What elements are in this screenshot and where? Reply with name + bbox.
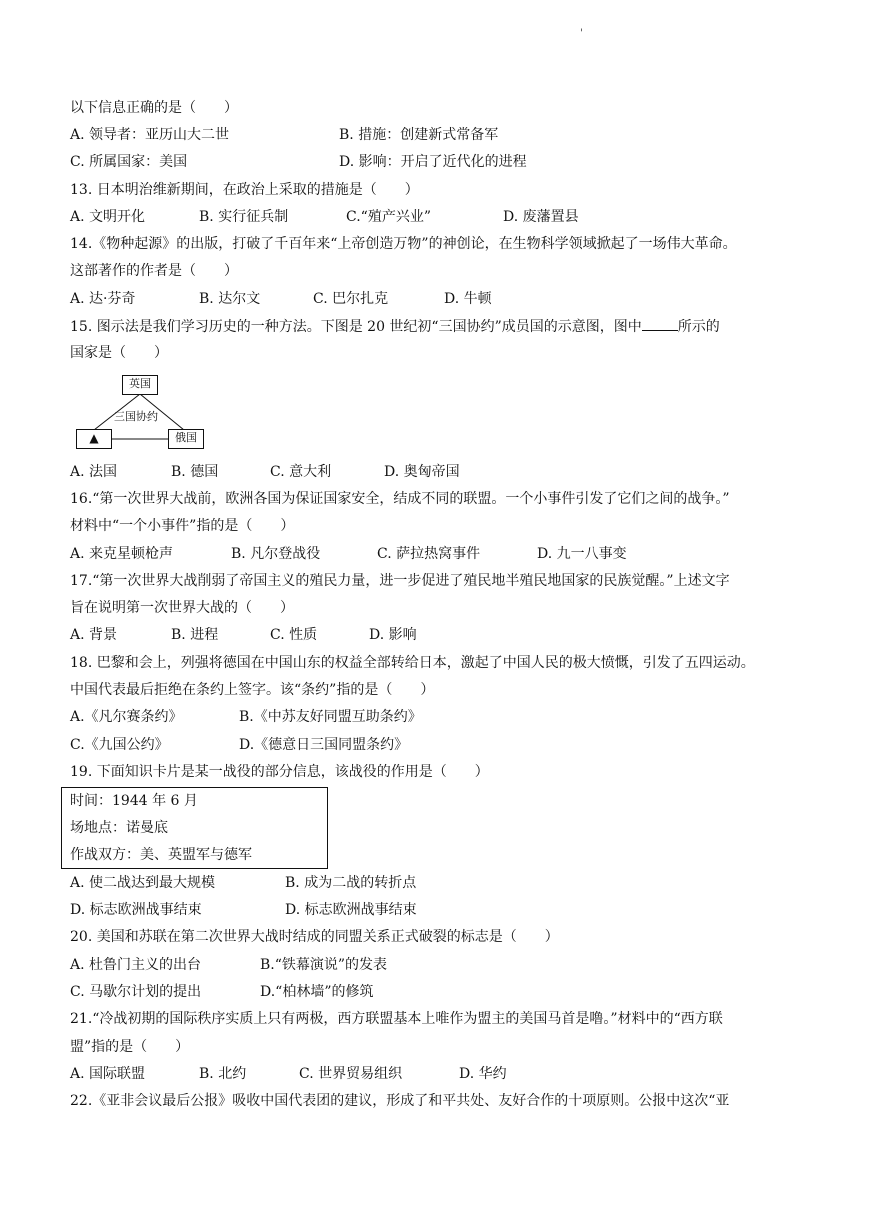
q19-stem: 19. 下面知识卡片是某一战役的部分信息，该战役的作用是（ ） — [70, 764, 489, 780]
q16-stem-line1: 16.“第一次世界大战前，欧洲各国为保证国家安全，结成不同的联盟。一个小事件引发了它们之间的战争。” — [70, 491, 730, 507]
q19-option-d: D. 标志欧洲战事结束 — [285, 902, 417, 918]
q15-option-b: B. 德国 — [171, 464, 219, 480]
q20-option-b: B.“铁幕演说”的发表 — [260, 957, 388, 973]
q16-stem-line2: 材料中“一个小事件”指的是（ ） — [70, 518, 295, 534]
diagram-node-right: 俄国 — [168, 429, 204, 449]
q12-option-a: A. 领导者：亚历山大二世 — [70, 127, 230, 143]
q20-option-d: D.“柏林墙”的修筑 — [260, 984, 374, 1000]
q19-option-b: B. 成为二战的转折点 — [285, 875, 417, 891]
header-mark: ' — [580, 28, 583, 39]
q20-option-c: C. 马歇尔计划的提出 — [70, 984, 202, 1000]
q15-stem-line2: 国家是（ ） — [70, 345, 168, 361]
q19-option-a: A. 使二战达到最大规模 — [70, 875, 216, 891]
q14-stem-line2: 这部著作的作者是（ ） — [70, 263, 238, 279]
diagram-node-top: 英国 — [122, 375, 158, 395]
q15-stem-line1-post: 所示的 — [677, 319, 720, 335]
q15-option-c: C. 意大利 — [270, 464, 332, 480]
q15-stem-line1-pre: 15. 图示法是我们学习历史的一种方法。下图是 20 世纪初“三国协约”成员国的示意图，图中 — [70, 319, 642, 335]
diagram-center-label: 三国协约 — [114, 410, 158, 423]
q13-stem: 13. 日本明治维新期间，在政治上采取的措施是（ ） — [70, 182, 419, 198]
q18-stem-line2: 中国代表最后拒绝在条约上签字。该“条约”指的是（ ） — [70, 682, 435, 698]
q13-option-d: D. 废藩置县 — [503, 209, 579, 225]
q18-option-b: B.《中苏友好同盟互助条约》 — [239, 709, 422, 725]
q15-answer-blank — [642, 316, 678, 331]
q16-option-a: A. 来克星顿枪声 — [70, 546, 174, 562]
q14-option-c: C. 巴尔扎克 — [313, 291, 389, 307]
q21-option-d: D. 华约 — [459, 1066, 507, 1082]
q16-option-b: B. 凡尔登战役 — [231, 546, 321, 562]
q16-option-d: D. 九一八事变 — [537, 546, 627, 562]
q21-option-a: A. 国际联盟 — [70, 1066, 146, 1082]
diagram-node-left-blank: ▲ — [76, 429, 112, 449]
q17-option-a: A. 背景 — [70, 627, 118, 643]
q15-option-d: D. 奥匈帝国 — [384, 464, 460, 480]
card-sides: 作战双方：美、英盟军与德军 — [70, 847, 252, 863]
q16-option-c: C. 萨拉热窝事件 — [377, 546, 481, 562]
q21-option-b: B. 北约 — [199, 1066, 247, 1082]
q20-stem: 20. 美国和苏联在第二次世界大战时结成的同盟关系正式破裂的标志是（ ） — [70, 929, 559, 945]
q18-option-d: D.《德意日三国同盟条约》 — [239, 737, 409, 753]
q18-option-c: C.《九国公约》 — [70, 737, 169, 753]
q12-option-b: B. 措施：创建新式常备军 — [339, 127, 499, 143]
knowledge-card — [61, 787, 328, 869]
q14-option-d: D. 牛顿 — [444, 291, 492, 307]
q18-stem-line1: 18. 巴黎和会上，列强将德国在中国山东的权益全部转给日本，激起了中国人民的极大愤慨，引发了五四运动。 — [70, 655, 755, 671]
q17-stem-line1: 17.“第一次世界大战削弱了帝国主义的殖民力量，进一步促进了殖民地半殖民地国家的民族觉醒。”上述文字 — [70, 573, 730, 589]
q21-stem-line2: 盟”指的是（ ） — [70, 1039, 190, 1055]
triple-entente-diagram — [72, 372, 212, 454]
q12-stem-tail: 以下信息正确的是（ ） — [70, 100, 238, 116]
card-time: 时间：1944 年 6 月 — [70, 793, 198, 809]
q13-option-c: C.“殖产兴业” — [346, 209, 431, 225]
q14-option-a: A. 达·芬奇 — [70, 291, 136, 307]
q17-option-b: B. 进程 — [171, 627, 219, 643]
q19-option-c: D. 标志欧洲战事结束 — [70, 902, 202, 918]
q21-option-c: C. 世界贸易组织 — [299, 1066, 403, 1082]
q18-option-a: A.《凡尔赛条约》 — [70, 709, 183, 725]
q17-option-c: C. 性质 — [270, 627, 318, 643]
card-place: 场地点：诺曼底 — [70, 820, 168, 836]
q15-stem-line1 — [70, 316, 720, 337]
q17-option-d: D. 影响 — [369, 627, 417, 643]
q14-stem-line1: 14.《物种起源》的出版，打破了千百年来“上帝创造万物”的神创论，在生物科学领域掀起了一场伟大革命。 — [70, 236, 737, 252]
q12-option-c: C. 所属国家：美国 — [70, 154, 188, 170]
q22-stem-line1: 22.《亚非会议最后公报》吸收中国代表团的建议，形成了和平共处、友好合作的十项原则。公报中这次“亚 — [70, 1093, 730, 1109]
q20-option-a: A. 杜鲁门主义的出台 — [70, 957, 202, 973]
q14-option-b: B. 达尔文 — [199, 291, 261, 307]
q13-option-a: A. 文明开化 — [70, 209, 146, 225]
q12-option-d: D. 影响：开启了近代化的进程 — [339, 154, 527, 170]
q17-stem-line2: 旨在说明第一次世界大战的（ ） — [70, 600, 294, 616]
q15-option-a: A. 法国 — [70, 464, 118, 480]
q13-option-b: B. 实行征兵制 — [199, 209, 289, 225]
q21-stem-line1: 21.“冷战初期的国际秩序实质上只有两极，西方联盟基本上唯作为盟主的美国马首是噜。”材料中的“西方联 — [70, 1011, 723, 1027]
